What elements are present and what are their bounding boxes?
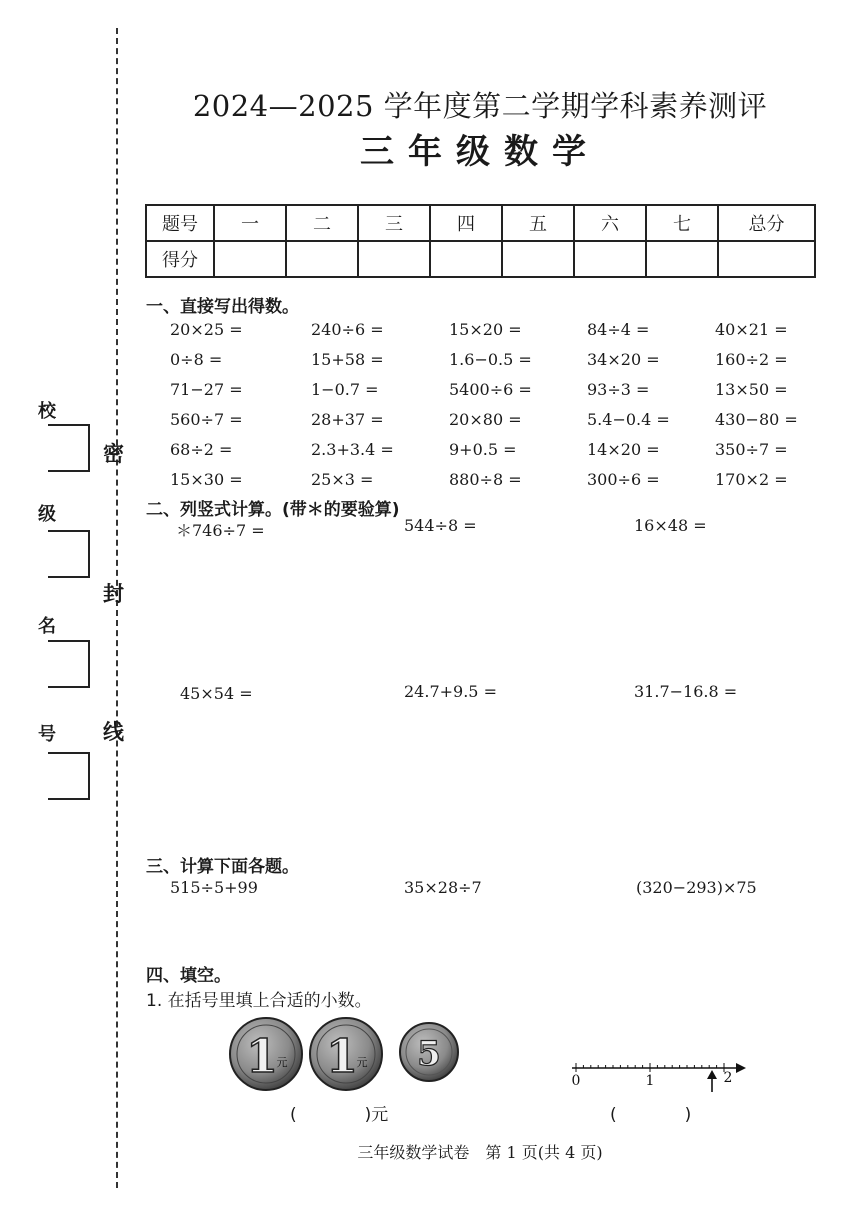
score-cell: 七: [646, 205, 718, 241]
numberline-tick-label: 2: [723, 1070, 733, 1086]
vertical-calc-item: 45×54 =: [180, 684, 253, 703]
oral-calc-item: 15×20 =: [449, 320, 522, 339]
mixed-calc-item: 515÷5+99: [170, 878, 258, 897]
score-row-label: 得分: [146, 241, 214, 277]
oral-calc-item: 350÷7 =: [715, 440, 788, 459]
oral-calc-item: 84÷4 =: [587, 320, 650, 339]
score-table-header-row: [146, 205, 815, 241]
five-jiao-coin-icon: [400, 1023, 458, 1081]
oral-calc-item: 20×25 =: [170, 320, 243, 339]
score-cell: 三: [358, 205, 430, 241]
section2-title: 二、列竖式计算。(带＊的要验算): [146, 500, 400, 520]
up-arrow-marker-icon: [707, 1070, 717, 1092]
coin-answer-blank[interactable]: ( )元: [290, 1105, 389, 1125]
oral-calc-item: 5400÷6 =: [449, 380, 532, 399]
class-label: 级: [38, 504, 56, 525]
oral-calc-item: 68÷2 =: [170, 440, 233, 459]
exam-title: 2024—2025 学年度第二学期学科素养测评: [192, 89, 768, 123]
score-input-cell[interactable]: [502, 241, 574, 277]
oral-calc-item: 880÷8 =: [449, 470, 522, 489]
oral-calc-item: 71−27 =: [170, 380, 243, 399]
score-cell: 五: [502, 205, 574, 241]
oral-calc-item: 15+58 =: [311, 350, 384, 369]
oral-calc-item: 430−80 =: [715, 410, 798, 429]
coin-value: 1: [245, 1029, 279, 1083]
section4-question1: 1. 在括号里填上合适的小数。: [146, 991, 372, 1011]
oral-calc-item: 160÷2 =: [715, 350, 788, 369]
section1-title: 一、直接写出得数。: [146, 297, 299, 317]
oral-calc-item: 28+37 =: [311, 410, 384, 429]
score-input-cell[interactable]: [358, 241, 430, 277]
oral-calc-item: 20×80 =: [449, 410, 522, 429]
oral-calc-item: 13×50 =: [715, 380, 788, 399]
score-input-cell[interactable]: [214, 241, 286, 277]
oral-calc-item: 14×20 =: [587, 440, 660, 459]
seal-char-xian: 线: [103, 720, 124, 744]
oral-calc-item: 9+0.5 =: [449, 440, 517, 459]
number-field[interactable]: [48, 752, 90, 800]
score-cell: 四: [430, 205, 502, 241]
one-yuan-coin-icon: [230, 1018, 302, 1090]
school-field[interactable]: [48, 424, 90, 472]
score-input-cell[interactable]: [286, 241, 358, 277]
class-field[interactable]: [48, 530, 90, 578]
score-cell: 六: [574, 205, 646, 241]
score-cell: 一: [214, 205, 286, 241]
vertical-calc-item: 16×48 =: [634, 516, 707, 535]
score-input-cell[interactable]: [574, 241, 646, 277]
oral-calc-item: 300÷6 =: [587, 470, 660, 489]
section3-title: 三、计算下面各题。: [146, 857, 299, 877]
oral-calc-item: 93÷3 =: [587, 380, 650, 399]
page-footer: 三年级数学试卷 第 1 页(共 4 页): [357, 1143, 603, 1162]
exam-subtitle: 三年级数学: [360, 132, 600, 172]
oral-calc-item: 5.4−0.4 =: [587, 410, 670, 429]
score-cell: 总分: [718, 205, 815, 241]
score-table-score-row: [146, 241, 815, 277]
score-input-cell[interactable]: [646, 241, 718, 277]
coins-illustration: [228, 1012, 468, 1096]
name-label: 名: [38, 616, 56, 637]
seal-char-feng: 封: [103, 582, 124, 606]
school-label: 校: [38, 401, 56, 422]
oral-calc-item: 25×3 =: [311, 470, 374, 489]
score-input-cell[interactable]: [430, 241, 502, 277]
vertical-calc-item: ＊746÷7 =: [176, 521, 265, 540]
vertical-calc-item: 544÷8 =: [404, 516, 477, 535]
name-field[interactable]: [48, 640, 90, 688]
coin-value: 5: [417, 1034, 441, 1074]
score-input-cell[interactable]: [718, 241, 815, 277]
mixed-calc-item: 35×28÷7: [404, 878, 482, 897]
oral-calc-item: 560÷7 =: [170, 410, 243, 429]
oral-calc-item: 1.6−0.5 =: [449, 350, 532, 369]
arrow-right-icon: [736, 1063, 746, 1073]
number-label: 号: [38, 724, 56, 745]
coin-unit: 元: [356, 1056, 368, 1069]
mixed-calc-item: (320−293)×75: [636, 878, 757, 897]
oral-calc-item: 40×21 =: [715, 320, 788, 339]
score-cell: 题号: [146, 205, 214, 241]
coin-unit: 元: [276, 1056, 288, 1069]
seal-char-mi: 密: [103, 442, 124, 466]
oral-calc-item: 240÷6 =: [311, 320, 384, 339]
section4-title: 四、填空。: [146, 966, 231, 986]
oral-calc-item: 34×20 =: [587, 350, 660, 369]
oral-calc-item: 15×30 =: [170, 470, 243, 489]
score-cell: 二: [286, 205, 358, 241]
vertical-calc-item: 31.7−16.8 =: [634, 682, 738, 701]
oral-calc-item: 0÷8 =: [170, 350, 223, 369]
oral-calc-item: 170×2 =: [715, 470, 788, 489]
binding-dashed-line: [116, 28, 118, 1188]
coin-value: 1: [325, 1029, 359, 1083]
one-yuan-coin-icon: [310, 1018, 382, 1090]
oral-calc-item: 2.3+3.4 =: [311, 440, 394, 459]
oral-calc-item: 1−0.7 =: [311, 380, 379, 399]
number-line: [562, 1058, 752, 1098]
numberline-answer-blank[interactable]: ( ): [610, 1105, 692, 1125]
numberline-tick-label: 1: [645, 1073, 655, 1089]
vertical-calc-item: 24.7+9.5 =: [404, 682, 497, 701]
numberline-tick-label: 0: [571, 1073, 581, 1089]
score-table: [145, 204, 816, 278]
